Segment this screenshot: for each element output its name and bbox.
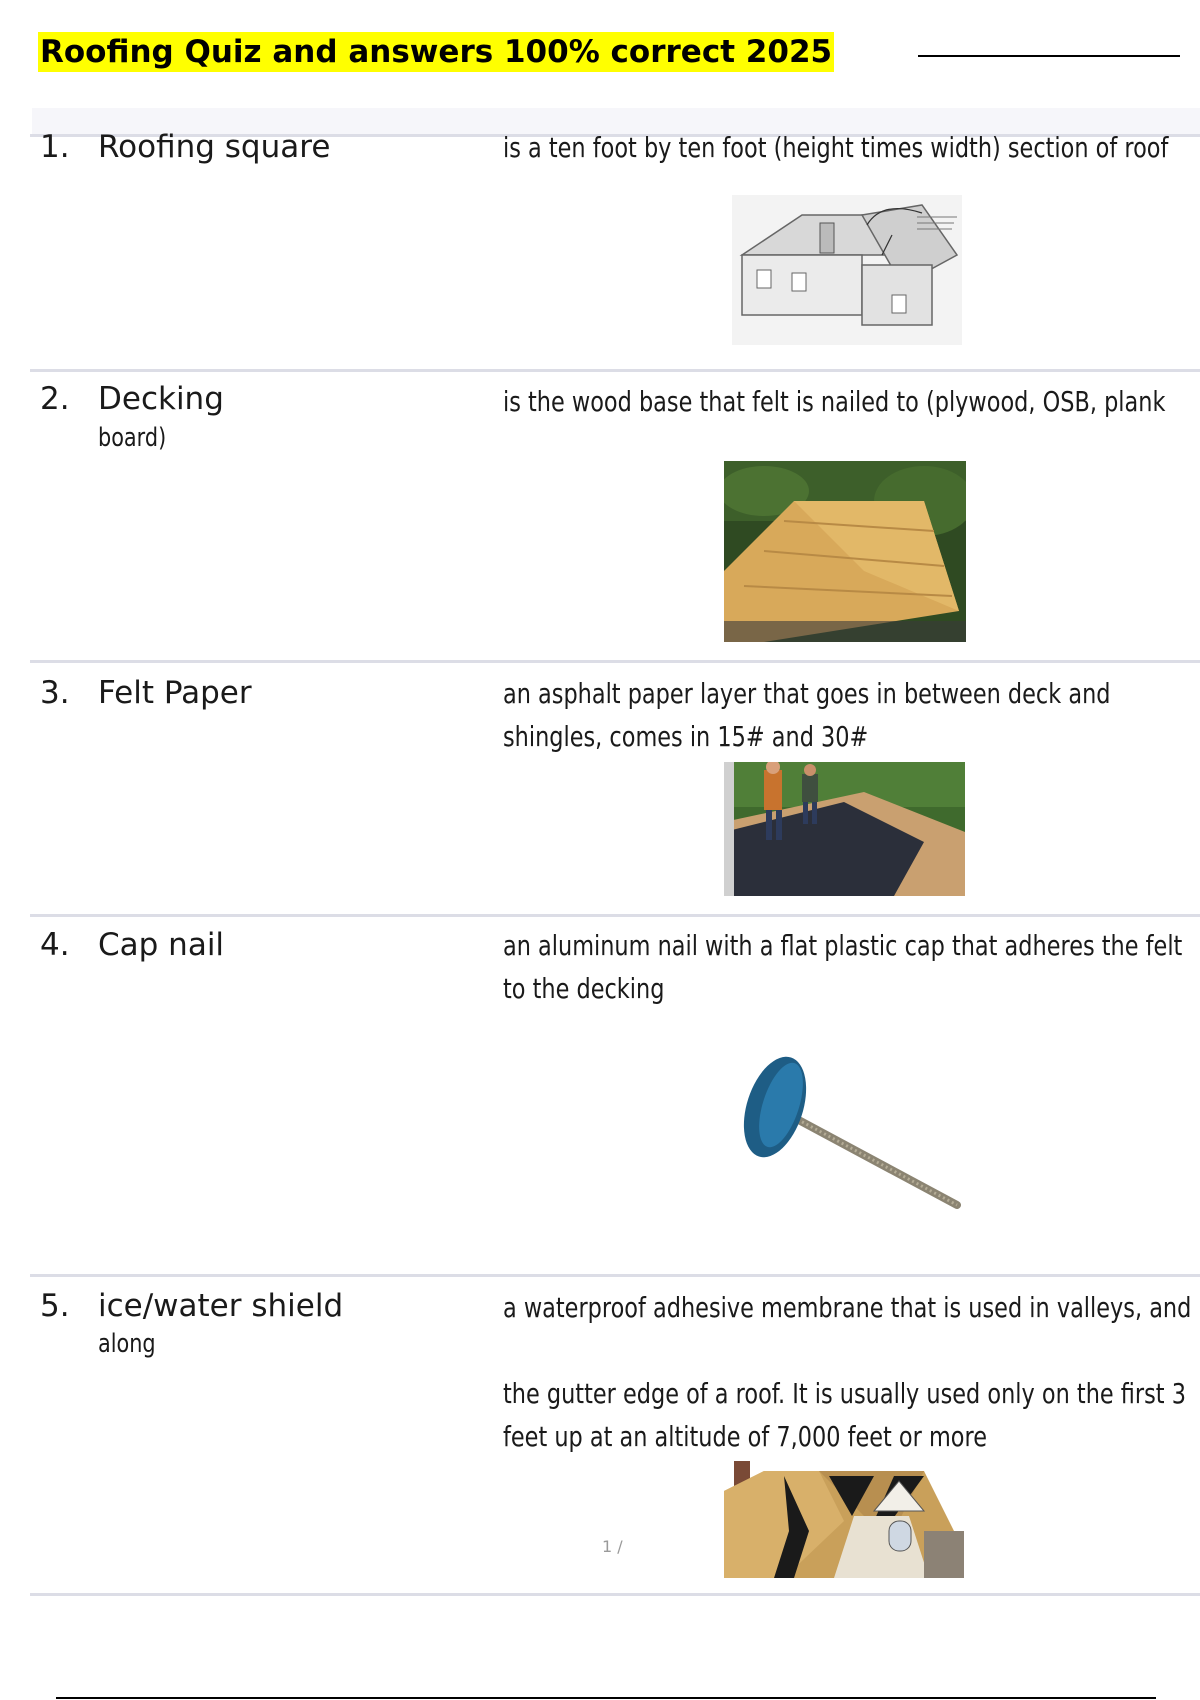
definition-line: is a ten foot by ten foot (height times width) section of roof — [503, 131, 1169, 164]
cap-nail-image — [735, 1055, 965, 1215]
ice-water-shield-image — [724, 1461, 964, 1578]
term-label: Decking — [98, 381, 224, 417]
row-divider — [30, 914, 1200, 917]
definition-line: feet up at an altitude of 7,000 feet or more — [503, 1420, 987, 1453]
house-roof-sketch-image — [732, 195, 962, 345]
term-label: Roofing square — [98, 129, 331, 165]
term-2 — [40, 380, 224, 418]
document-title: Roofing Quiz and answers 100% correct 2025 — [40, 34, 833, 70]
item-number: 1. — [40, 129, 70, 165]
definition-line: an asphalt paper layer that goes in between deck and — [503, 677, 1111, 710]
definition-3 — [503, 672, 1110, 758]
term-label: ice/water shield — [98, 1288, 344, 1324]
item-number: 3. — [40, 675, 70, 711]
definition-line: shingles, comes in 15# and 30# — [503, 720, 869, 753]
definition-line: an aluminum nail with a flat plastic cap that adheres the felt — [503, 929, 1183, 962]
definition-5 — [503, 1286, 1191, 1458]
definition-line: the gutter edge of a roof. It is usually used only on the first 3 — [503, 1377, 1186, 1410]
row-divider — [30, 1274, 1200, 1277]
term-2-continued: board) — [98, 423, 167, 453]
row-divider — [30, 1593, 1200, 1596]
plywood-roof-deck-image — [724, 461, 966, 642]
page-number-mark: 1 / — [602, 1537, 623, 1556]
workers-laying-felt-image — [724, 762, 965, 896]
item-number: 2. — [40, 381, 70, 417]
item-number: 5. — [40, 1288, 70, 1324]
definition-line: to the decking — [503, 972, 665, 1005]
item-number: 4. — [40, 927, 70, 963]
definition-line — [503, 1329, 1191, 1372]
term-3 — [40, 674, 252, 712]
definition-2 — [503, 380, 1165, 423]
term-label: Felt Paper — [98, 675, 252, 711]
term-5 — [40, 1287, 343, 1325]
row-divider — [30, 660, 1200, 663]
term-1 — [40, 128, 330, 166]
definition-4 — [503, 924, 1182, 1010]
row-divider — [30, 369, 1200, 372]
definition-line: is the wood base that felt is nailed to (plywood, OSB, plank — [503, 385, 1166, 418]
definition-1 — [503, 126, 1168, 169]
document-title-block — [38, 30, 1138, 74]
term-label: Cap nail — [98, 927, 225, 963]
title-underline — [918, 55, 1180, 57]
term-4 — [40, 926, 224, 964]
footer-rule — [56, 1697, 1156, 1699]
term-5-continued: along — [98, 1329, 156, 1359]
definition-line: a waterproof adhesive membrane that is used in valleys, and — [503, 1291, 1192, 1324]
